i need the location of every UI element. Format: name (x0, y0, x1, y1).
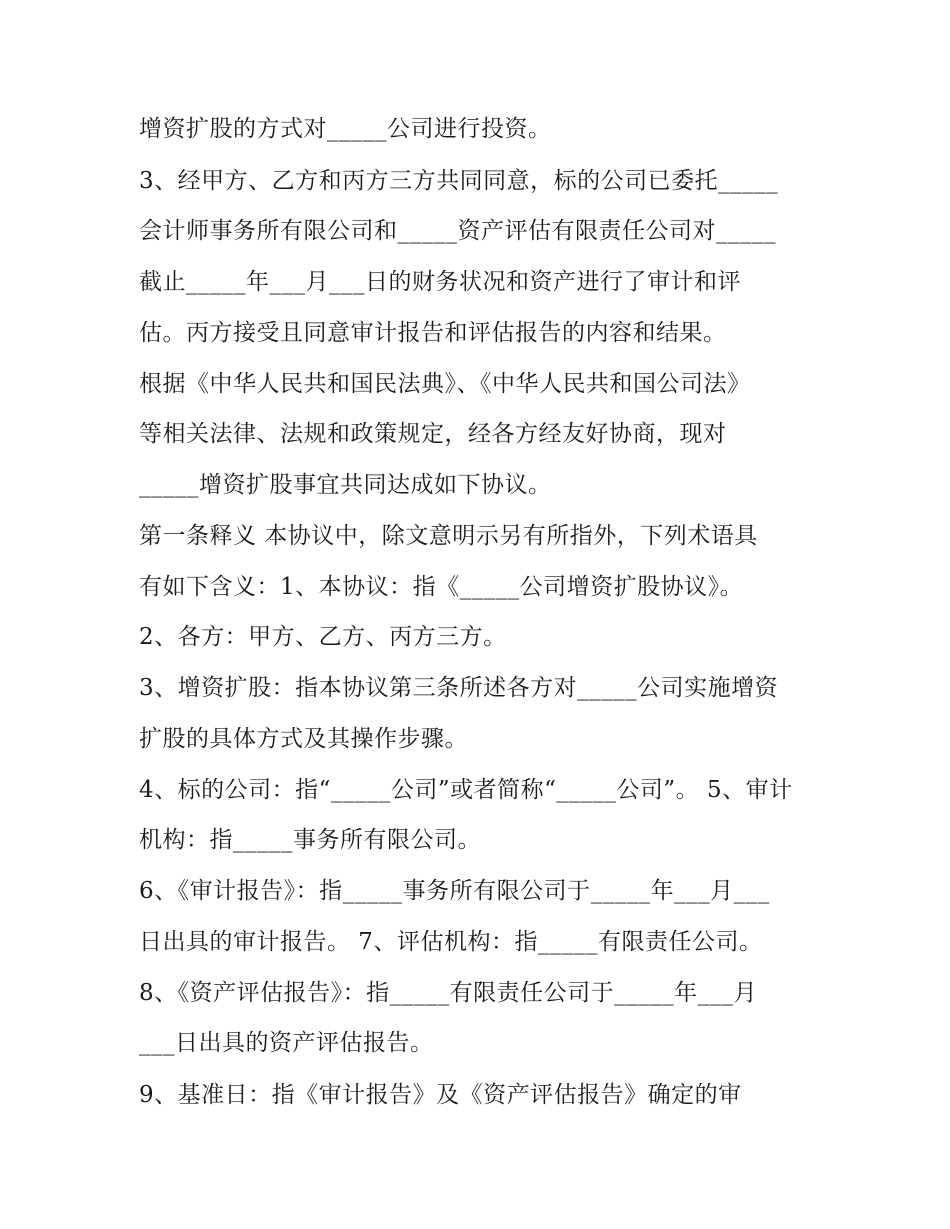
text-line: 4、标的公司：指“_____公司”或者简称“_____公司”。 5、审计 (139, 777, 793, 803)
text-line: 日出具的审计报告。 7、评估机构：指_____有限责任公司。 (139, 929, 763, 955)
text-line: 估。丙方接受且同意审计报告和评估报告的内容和结果。 (139, 320, 727, 346)
text-line: 9、基准日：指《审计报告》及《资产评估报告》确定的审 (139, 1082, 742, 1108)
text-line: 等相关法律、法规和政策规定，经各方经友好协商，现对 (139, 421, 727, 447)
text-line: 2、各方：甲方、乙方、丙方三方。 (139, 624, 507, 650)
text-line: 增资扩股的方式对_____公司进行投资。 (139, 116, 552, 142)
text-line: 根据《中华人民共和国民法典》、《中华人民共和国公司法》 (139, 371, 751, 397)
text-line: 有如下含义：1、本协议：指《_____公司增资扩股协议》。 (139, 574, 744, 600)
text-line: 第一条释义 本协议中，除文意明示另有所指外，下列术语具 (139, 523, 758, 549)
text-line: 截止_____年___月___日的财务状况和资产进行了审计和评 (139, 269, 741, 295)
text-line: 6、《审计报告》：指_____事务所有限公司于_____年___月___ (139, 878, 770, 904)
text-line: _____增资扩股事宜共同达成如下协议。 (139, 472, 552, 498)
text-line: ___日出具的资产评估报告。 (139, 1030, 434, 1056)
text-line: 3、增资扩股：指本协议第三条所述各方对_____公司实施增资 (139, 675, 779, 701)
text-line: 扩股的具体方式及其操作步骤。 (139, 726, 468, 752)
text-line: 机构：指_____事务所有限公司。 (139, 827, 481, 853)
text-line: 3、经甲方、乙方和丙方三方共同同意，标的公司已委托_____ (139, 168, 779, 194)
text-line: 8、《资产评估报告》：指_____有限责任公司于_____年___月 (139, 980, 758, 1006)
text-line: 会计师事务所有限公司和_____资产评估有限责任公司对_____ (139, 218, 776, 244)
